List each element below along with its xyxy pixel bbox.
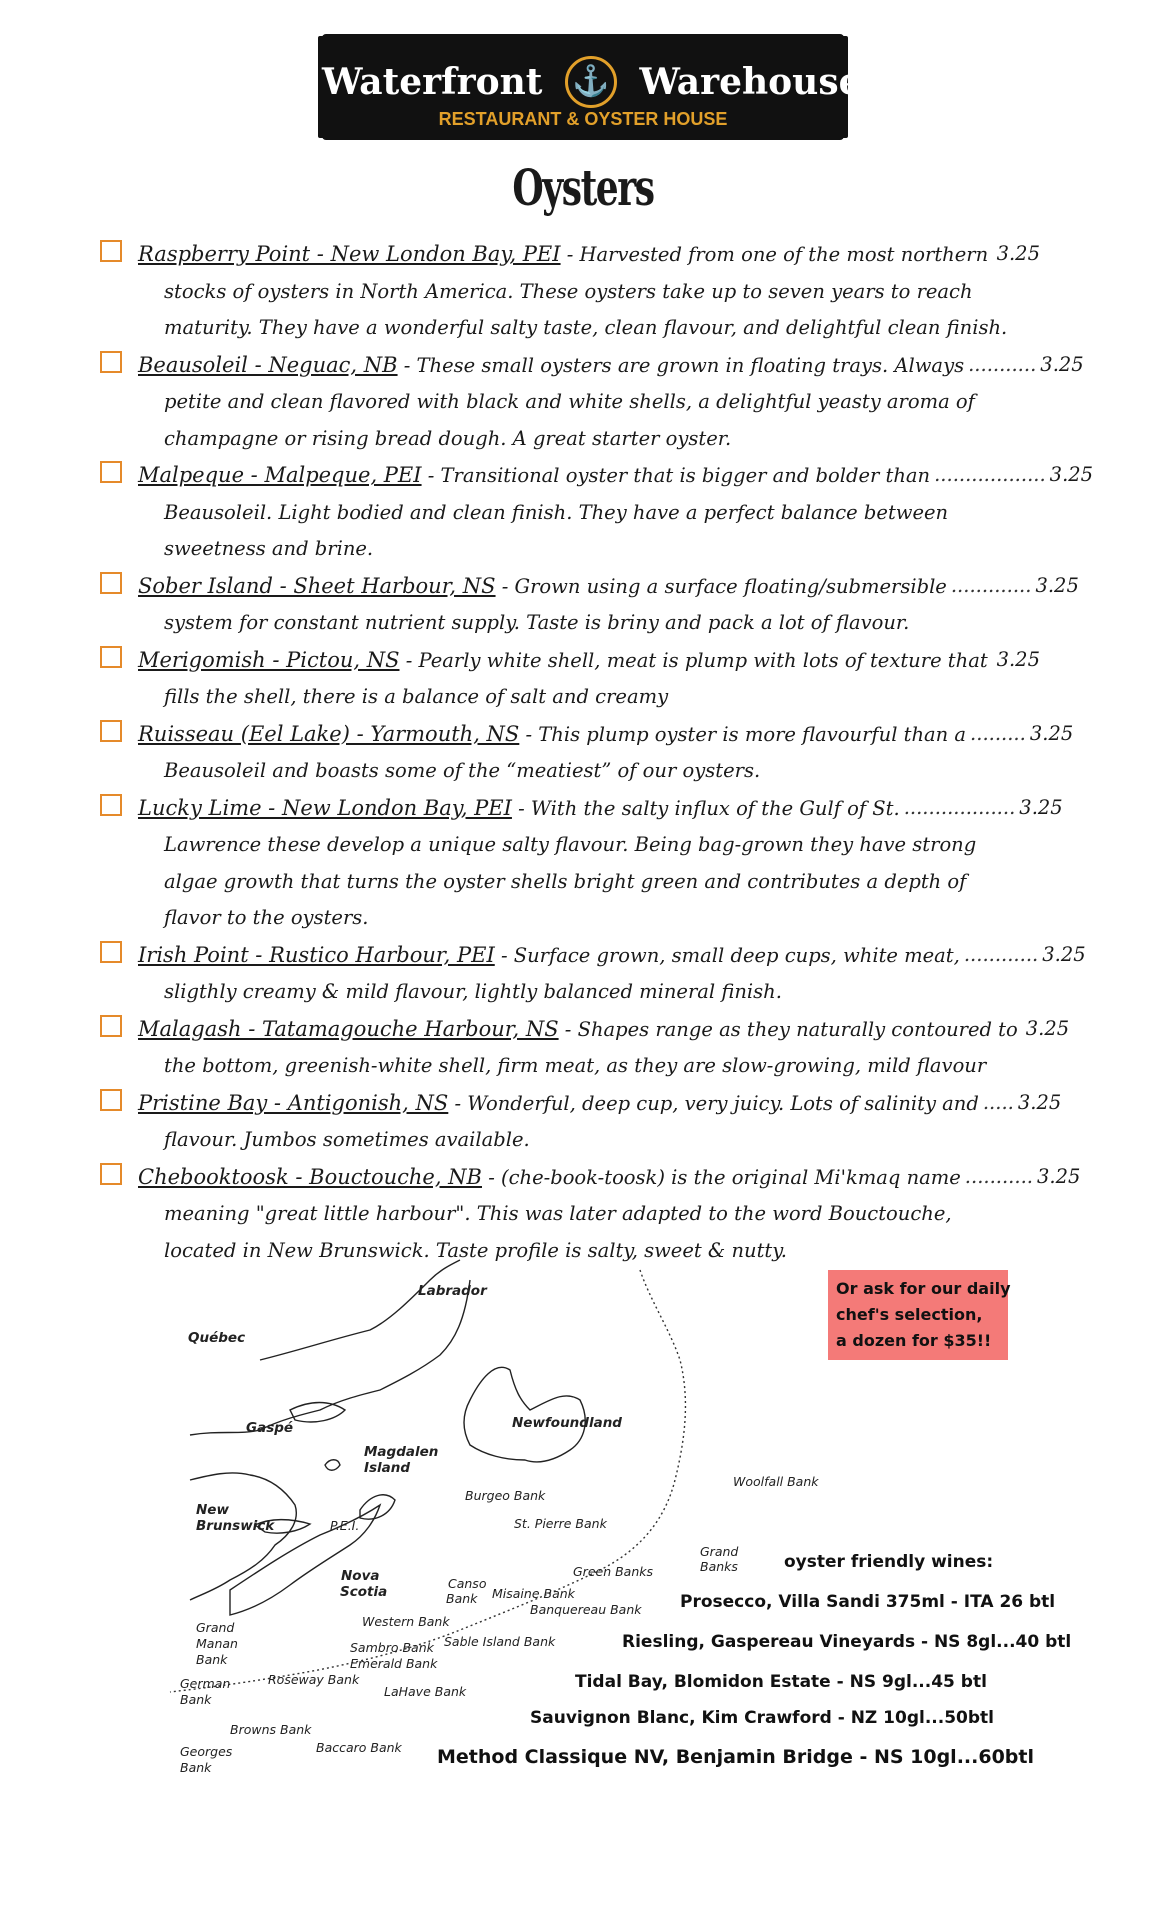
- price-leader-dots: ..................: [903, 795, 1016, 819]
- map-label-canso-2: Bank: [446, 1591, 478, 1606]
- oyster-price: 3.25: [1042, 942, 1086, 966]
- oyster-header-text: [138, 1159, 961, 1197]
- oyster-first-line: [138, 568, 1079, 606]
- oyster-description-line: flavour. Jumbos sometimes available.: [164, 1128, 530, 1151]
- oyster-price: 3.25: [996, 242, 1040, 265]
- map-label-grandbanks-2: Banks: [700, 1559, 738, 1574]
- oyster-description-line: champagne or rising bread dough. A great starter oyster.: [164, 426, 732, 450]
- oyster-name: Beausoleil - Neguac, NB: [138, 352, 398, 377]
- oyster-description-start: - This plump oyster is more flavourful than a: [525, 722, 967, 746]
- price-leader-dots: .........: [970, 721, 1026, 745]
- oyster-name: Malpeque - Malpeque, PEI: [138, 463, 422, 487]
- map-label-nova: Nova: [341, 1568, 380, 1584]
- oyster-description-start: - Transitional oyster that is bigger and bolder than: [427, 464, 931, 487]
- oyster-price: 3.25: [1019, 795, 1063, 819]
- magdalen-island-shape: [325, 1460, 340, 1471]
- map-label-grandmanan-3: Bank: [196, 1652, 228, 1667]
- map-label-brunswick: Brunswick: [196, 1518, 275, 1534]
- price-leader-dots: .............: [950, 573, 1032, 597]
- map-label-pei: P.E.I.: [330, 1518, 360, 1533]
- map-label-georges-2: Bank: [180, 1760, 212, 1775]
- oyster-header-text: [138, 790, 900, 828]
- oyster-description-start: - These small oysters are grown in floating trays. Always: [403, 353, 965, 377]
- oyster-description-line: Lawrence these develop a unique salty flavour. Being bag-grown they have strong: [164, 833, 977, 856]
- oyster-description-start: - (che-book-toosk) is the original Mi'kmaq name: [488, 1165, 961, 1189]
- oyster-checkbox[interactable]: [100, 1015, 122, 1037]
- map-label-island: Island: [364, 1460, 411, 1476]
- oyster-description-line: maturity. They have a wonderful salty taste, clean flavour, and delightful clean finish.: [164, 316, 1008, 339]
- oyster-description-start: - With the salty influx of the Gulf of St.: [518, 796, 900, 820]
- oyster-name: Irish Point - Rustico Harbour, PEI: [138, 942, 495, 967]
- oyster-item: [100, 642, 1040, 716]
- map-label-stpierre: St. Pierre Bank: [514, 1516, 607, 1531]
- price-leader-dots: [992, 642, 993, 680]
- oyster-header-text: [138, 236, 988, 274]
- oyster-checkbox[interactable]: [100, 720, 122, 742]
- map-label-woolfall: Woolfall Bank: [733, 1474, 819, 1489]
- oyster-name: Sober Island - Sheet Harbour, NS: [138, 573, 496, 598]
- wine-item: Method Classique NV, Benjamin Bridge - NS 10gl...60btl: [437, 1746, 1034, 1768]
- price-leader-dots: ...........: [964, 1164, 1033, 1188]
- price-leader-dots: ...........: [968, 352, 1037, 376]
- wine-item: Tidal Bay, Blomidon Estate - NS 9gl...45 btl: [575, 1672, 987, 1692]
- oyster-name: Malagash - Tatamagouche Harbour, NS: [138, 1016, 559, 1041]
- map-label-western: Western Bank: [362, 1614, 450, 1629]
- page-title: Oysters: [512, 158, 654, 217]
- oyster-price: 3.25: [1036, 1164, 1081, 1188]
- promo-line-1: Or ask for our daily: [836, 1279, 1011, 1298]
- map-label-georges-1: Georges: [180, 1744, 233, 1759]
- oyster-item: [100, 716, 1074, 790]
- oyster-item: [100, 347, 1084, 458]
- oyster-checkbox[interactable]: [100, 794, 122, 816]
- promo-line-3: a dozen for $35!!: [836, 1331, 992, 1350]
- oyster-item: [100, 937, 1086, 1011]
- oyster-first-line: [138, 1011, 1070, 1049]
- oyster-header-text: [138, 457, 930, 495]
- oyster-item: [100, 1085, 1062, 1159]
- oyster-description-line: petite and clean flavored with black and white shells, a delightful yeasty aroma of: [164, 390, 975, 413]
- oyster-name: Pristine Bay - Antigonish, NS: [138, 1090, 449, 1115]
- oyster-name: Lucky Lime - New London Bay, PEI: [138, 795, 512, 820]
- oyster-price: 3.25: [996, 647, 1040, 671]
- oyster-price: 3.25: [1049, 463, 1094, 486]
- oyster-price: 3.25: [1025, 1016, 1070, 1040]
- oyster-description-line: Beausoleil. Light bodied and clean finish. They have a perfect balance between: [164, 500, 949, 524]
- oyster-description-start: - Pearly white shell, meat is plump with lots of texture that: [405, 648, 988, 672]
- oyster-checkbox[interactable]: [100, 941, 122, 963]
- oyster-item: [100, 568, 1079, 642]
- oyster-first-line: [138, 1085, 1062, 1123]
- oyster-description-start: - Harvested from one of the most northern: [566, 243, 989, 266]
- oyster-item: [100, 1159, 1081, 1270]
- map-label-baccaro: Baccaro Bank: [316, 1740, 402, 1755]
- oyster-description-line: fills the shell, there is a balance of salt and creamy: [164, 685, 669, 708]
- oyster-price: 3.25: [1040, 352, 1084, 376]
- map-label-gaspe: Gaspé: [246, 1420, 294, 1436]
- oyster-description-line: algae growth that turns the oyster shells bright green and contributes a depth of: [164, 869, 967, 893]
- map-label-german-2: Bank: [180, 1692, 212, 1707]
- oyster-description-start: - Grown using a surface floating/submersible: [501, 574, 947, 598]
- oyster-item: [100, 457, 1094, 568]
- map-label-newfoundland: Newfoundland: [512, 1415, 622, 1431]
- map-label-emerald: Emerald Bank: [350, 1656, 438, 1671]
- oyster-header-text: [138, 642, 988, 680]
- map-label-sable: Sable Island Bank: [444, 1634, 556, 1649]
- oyster-first-line: [138, 1159, 1081, 1197]
- map-label-roseway: Roseway Bank: [268, 1672, 360, 1687]
- oyster-description-start: - Wonderful, deep cup, very juicy. Lots of salinity and: [454, 1091, 979, 1115]
- oyster-description-line: located in New Brunswick. Taste profile is salty, sweet & nutty.: [164, 1238, 787, 1262]
- chef-selection-promo: [828, 1270, 1011, 1360]
- oyster-description-line: sligthly creamy & mild flavour, lightly balanced mineral finish.: [164, 980, 782, 1003]
- oyster-description-line: the bottom, greenish-white shell, firm meat, as they are slow-growing, mild flavour: [164, 1054, 987, 1077]
- oyster-checkbox[interactable]: [100, 1089, 122, 1111]
- oyster-first-line: [138, 790, 1063, 828]
- logo-brand-right: Warehouse: [639, 61, 862, 103]
- wine-list-heading: oyster friendly wines:: [784, 1552, 994, 1572]
- wine-item: Sauvignon Blanc, Kim Crawford - NZ 10gl...50btl: [530, 1708, 994, 1728]
- oyster-description-line: Beausoleil and boasts some of the “meatiest” of our oysters.: [164, 759, 761, 782]
- map-label-grandbanks-1: Grand: [700, 1544, 739, 1559]
- oyster-name: Chebooktoosk - Bouctouche, NB: [138, 1164, 482, 1189]
- oyster-price: 3.25: [1035, 573, 1079, 597]
- map-label-burgeo: Burgeo Bank: [465, 1488, 546, 1503]
- oyster-first-line: [138, 347, 1084, 385]
- oyster-header-text: [138, 1011, 1018, 1049]
- oyster-first-line: [138, 937, 1086, 975]
- logo-brand-left: Waterfront: [322, 61, 543, 103]
- oyster-checkbox[interactable]: [100, 1163, 122, 1185]
- oyster-description-line: flavor to the oysters.: [164, 906, 369, 929]
- logo-brand: [322, 56, 862, 108]
- oyster-description-start: - Surface grown, small deep cups, white meat,: [500, 943, 960, 967]
- map-label-grandmanan-2: Manan: [196, 1636, 238, 1651]
- price-leader-dots: ..................: [934, 463, 1046, 486]
- restaurant-logo: [322, 34, 862, 140]
- anticosti-island: [290, 1403, 345, 1422]
- oyster-description-line: meaning "great little harbour". This was later adapted to the word Bouctouche,: [164, 1202, 952, 1225]
- map-label-browns: Browns Bank: [230, 1722, 312, 1737]
- oyster-header-text: [138, 1085, 979, 1123]
- oyster-header-text: [138, 568, 947, 606]
- oyster-name: Ruisseau (Eel Lake) - Yarmouth, NS: [138, 721, 520, 746]
- oyster-item: [100, 236, 1040, 347]
- oyster-name: Merigomish - Pictou, NS: [138, 647, 400, 672]
- map-label-magdalen: Magdalen: [364, 1444, 439, 1460]
- oyster-header-text: [138, 716, 966, 754]
- oyster-checkbox[interactable]: [100, 572, 122, 594]
- wine-item: Riesling, Gaspereau Vineyards - NS 8gl...40 btl: [622, 1632, 1072, 1652]
- map-label-new: New: [196, 1502, 229, 1518]
- oyster-header-text: [138, 937, 960, 975]
- map-label-lahave: LaHave Bank: [384, 1684, 467, 1699]
- oyster-checkbox[interactable]: [100, 351, 122, 373]
- oyster-description-line: stocks of oysters in North America. These oysters take up to seven years to reach: [164, 279, 973, 303]
- map-label-sambro: Sambro Bank: [350, 1640, 434, 1655]
- oyster-first-line: [138, 457, 1094, 495]
- map-label-banquereau: Banquereau Bank: [530, 1602, 642, 1617]
- oyster-first-line: [138, 642, 1040, 680]
- map-label-quebec: Québec: [188, 1330, 246, 1346]
- price-leader-dots: ............: [963, 942, 1039, 966]
- oyster-header-text: [138, 347, 964, 385]
- logo-tagline: RESTAURANT & OYSTER HOUSE: [438, 109, 728, 129]
- promo-line-2: chef's selection,: [836, 1305, 983, 1324]
- oyster-first-line: [138, 716, 1074, 754]
- oyster-description-line: sweetness and brine.: [164, 537, 374, 560]
- map-label-misaine: Misaine Bank: [492, 1586, 575, 1601]
- oyster-checkbox[interactable]: [100, 240, 122, 262]
- oyster-name: Raspberry Point - New London Bay, PEI: [138, 242, 561, 266]
- oyster-price: 3.25: [1017, 1090, 1062, 1114]
- map-label-green: Green Banks: [573, 1564, 654, 1579]
- oyster-checkbox[interactable]: [100, 461, 122, 483]
- oyster-first-line: [138, 236, 1040, 274]
- wine-item: Prosecco, Villa Sandi 375ml - ITA 26 btl: [680, 1592, 1056, 1612]
- oyster-description-line: system for constant nutrient supply. Taste is briny and pack a lot of flavour.: [164, 611, 910, 634]
- map-label-canso-1: Canso: [448, 1576, 487, 1591]
- oyster-item: [100, 1011, 1070, 1085]
- price-leader-dots: .....: [982, 1090, 1014, 1114]
- map-label-german-1: German: [180, 1676, 231, 1691]
- oyster-price: 3.25: [1029, 721, 1074, 745]
- map-label-labrador: Labrador: [418, 1283, 487, 1299]
- oyster-item: [100, 790, 1063, 937]
- map-label-grandmanan-1: Grand: [196, 1620, 235, 1635]
- oyster-checkbox[interactable]: [100, 646, 122, 668]
- oyster-list: [100, 236, 1094, 1269]
- anchor-icon: ⚓: [565, 56, 617, 108]
- oyster-description-start: - Shapes range as they naturally contoured to: [564, 1017, 1018, 1041]
- map-label-scotia: Scotia: [340, 1584, 388, 1600]
